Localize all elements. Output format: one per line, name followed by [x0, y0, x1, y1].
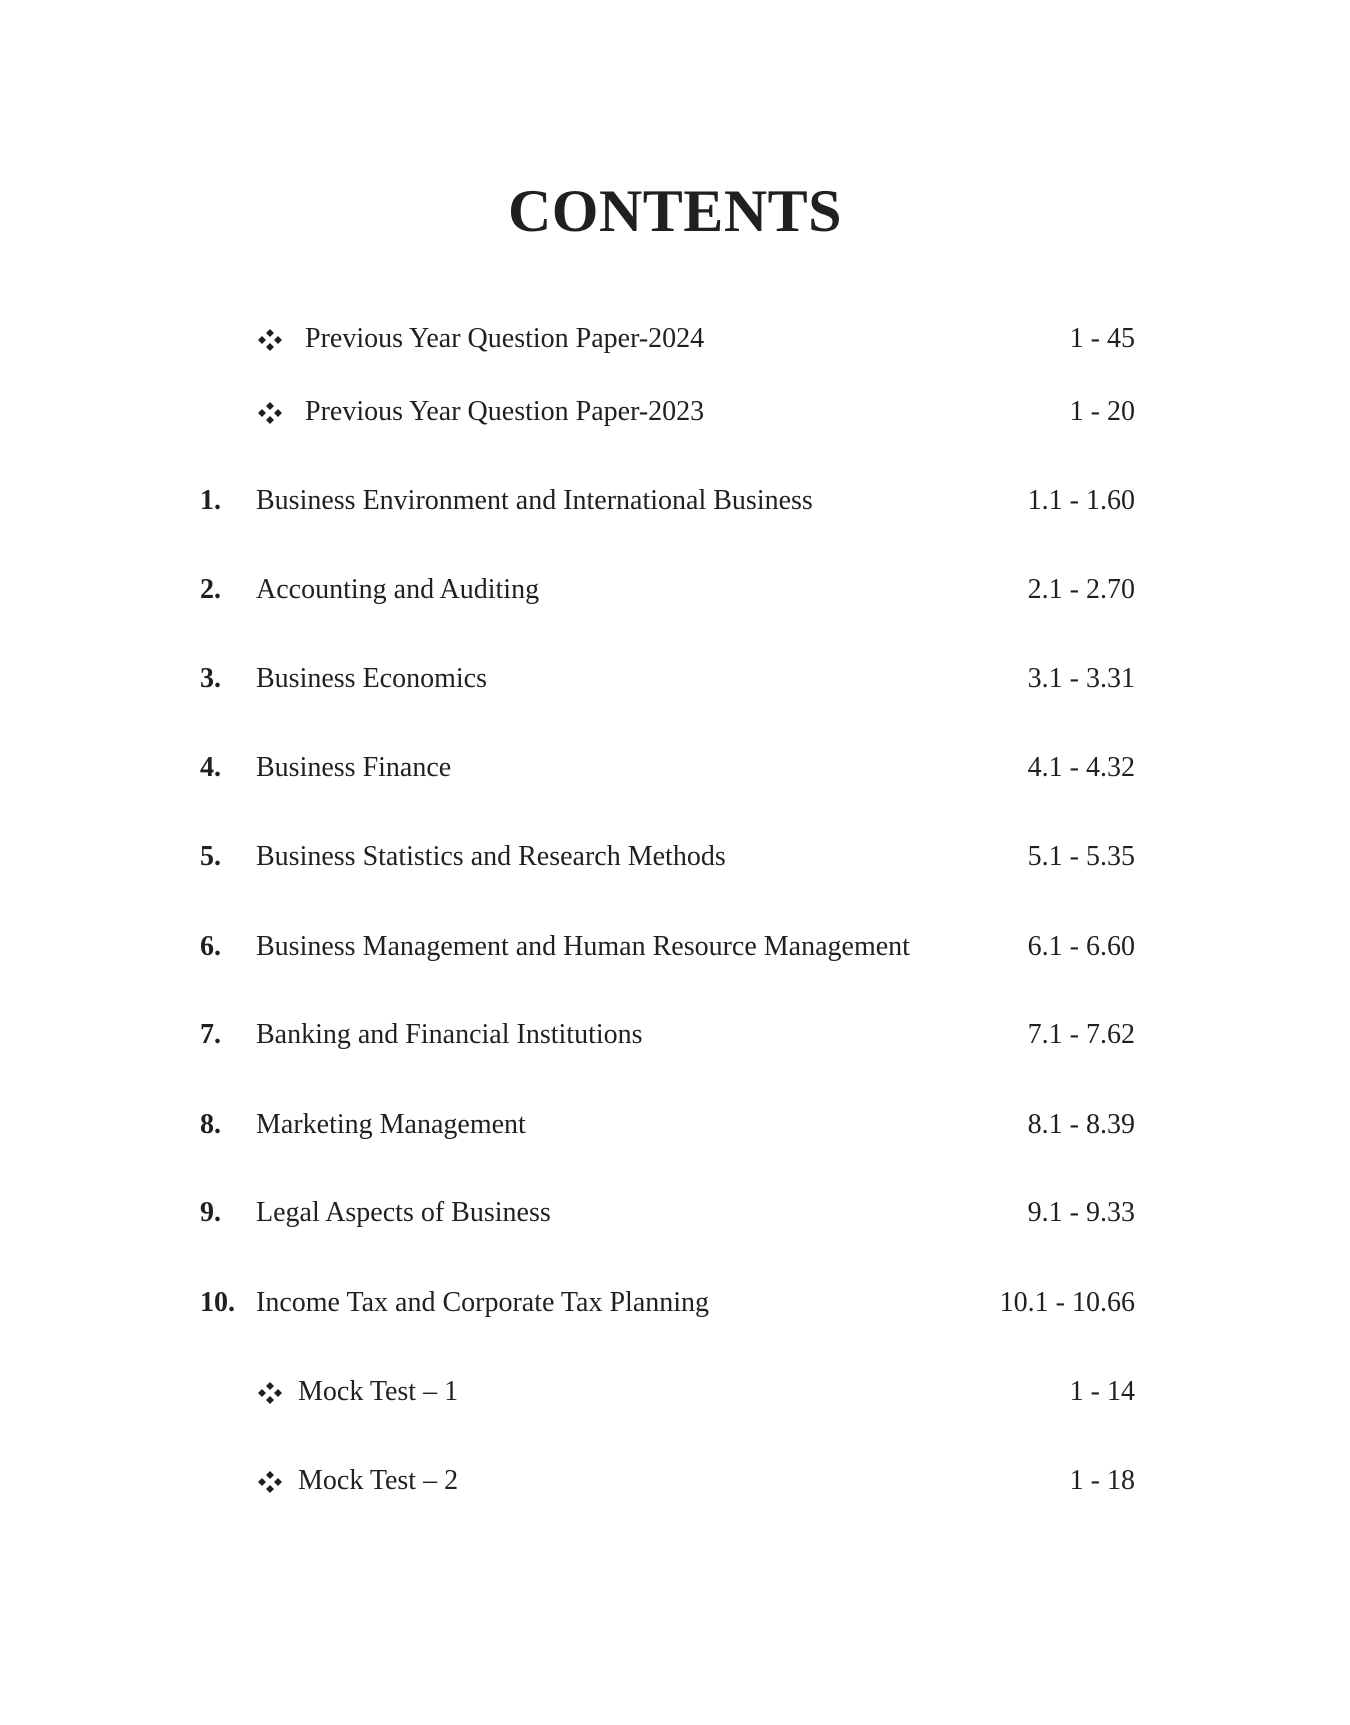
toc-item-title: Previous Year Question Paper-2024: [305, 323, 705, 354]
toc-chapter-2[interactable]: [200, 572, 1135, 608]
toc-chapter-7[interactable]: [200, 1017, 1135, 1053]
chapter-title: Business Economics: [256, 663, 487, 694]
chapter-title: Business Environment and International Business: [256, 485, 813, 516]
four-diamond-bullet-icon: [258, 1374, 284, 1410]
four-diamond-bullet-icon: [258, 321, 284, 357]
chapter-number: 8.: [200, 1109, 221, 1140]
chapter-pages: 3.1 - 3.31: [1027, 663, 1135, 694]
chapter-pages: 6.1 - 6.60: [1027, 931, 1135, 962]
chapter-pages: 9.1 - 9.33: [1027, 1197, 1135, 1228]
toc-item-pages: 1 - 18: [1069, 1465, 1135, 1496]
toc-item-pages: 1 - 20: [1069, 396, 1135, 427]
chapter-title: Legal Aspects of Business: [256, 1197, 551, 1228]
toc-chapter-6[interactable]: [200, 929, 1135, 965]
toc-chapter-10[interactable]: [200, 1285, 1135, 1321]
toc-item-previous-paper-2023[interactable]: [200, 394, 1135, 430]
page-title: CONTENTS: [507, 178, 843, 244]
chapter-pages: 7.1 - 7.62: [1027, 1019, 1135, 1050]
chapter-number: 1.: [200, 485, 221, 516]
chapter-number: 5.: [200, 841, 221, 872]
chapter-number: 3.: [200, 663, 221, 694]
chapter-number: 10.: [200, 1287, 235, 1318]
toc-item-title: Previous Year Question Paper-2023: [305, 396, 705, 427]
toc-item-mock-test-1[interactable]: [200, 1374, 1135, 1410]
toc-item-mock-test-2[interactable]: [200, 1463, 1135, 1499]
chapter-pages: 4.1 - 4.32: [1027, 752, 1135, 783]
four-diamond-bullet-icon: [258, 394, 284, 430]
chapter-title: Business Finance: [256, 752, 452, 783]
toc-chapter-1[interactable]: [200, 483, 1135, 519]
toc-chapter-8[interactable]: [200, 1107, 1135, 1143]
toc-chapter-4[interactable]: [200, 750, 1135, 786]
chapter-number: 9.: [200, 1197, 221, 1228]
chapter-number: 6.: [200, 931, 221, 962]
chapter-title: Marketing Management: [256, 1109, 526, 1140]
toc-chapter-9[interactable]: [200, 1195, 1135, 1231]
toc-chapter-3[interactable]: [200, 661, 1135, 697]
chapter-number: 4.: [200, 752, 221, 783]
toc-item-title: Mock Test – 1: [298, 1376, 459, 1407]
chapter-title: Banking and Financial Institutions: [256, 1019, 643, 1050]
chapter-pages: 2.1 - 2.70: [1027, 574, 1135, 605]
chapter-pages: 8.1 - 8.39: [1027, 1109, 1135, 1140]
toc-item-pages: 1 - 14: [1069, 1376, 1135, 1407]
chapter-number: 7.: [200, 1019, 221, 1050]
toc-item-previous-paper-2024[interactable]: [200, 321, 1135, 357]
chapter-pages: 1.1 - 1.60: [1027, 485, 1135, 516]
chapter-title: Accounting and Auditing: [256, 574, 540, 605]
chapter-title: Business Management and Human Resource Management: [256, 931, 910, 962]
chapter-number: 2.: [200, 574, 221, 605]
chapter-pages: 5.1 - 5.35: [1027, 841, 1135, 872]
toc-item-title: Mock Test – 2: [298, 1465, 459, 1496]
toc-chapter-5[interactable]: [200, 839, 1135, 875]
four-diamond-bullet-icon: [258, 1463, 284, 1499]
toc-item-pages: 1 - 45: [1069, 323, 1135, 354]
chapter-pages: 10.1 - 10.66: [999, 1287, 1135, 1318]
chapter-title: Income Tax and Corporate Tax Planning: [256, 1287, 710, 1318]
chapter-title: Business Statistics and Research Methods: [256, 841, 726, 872]
